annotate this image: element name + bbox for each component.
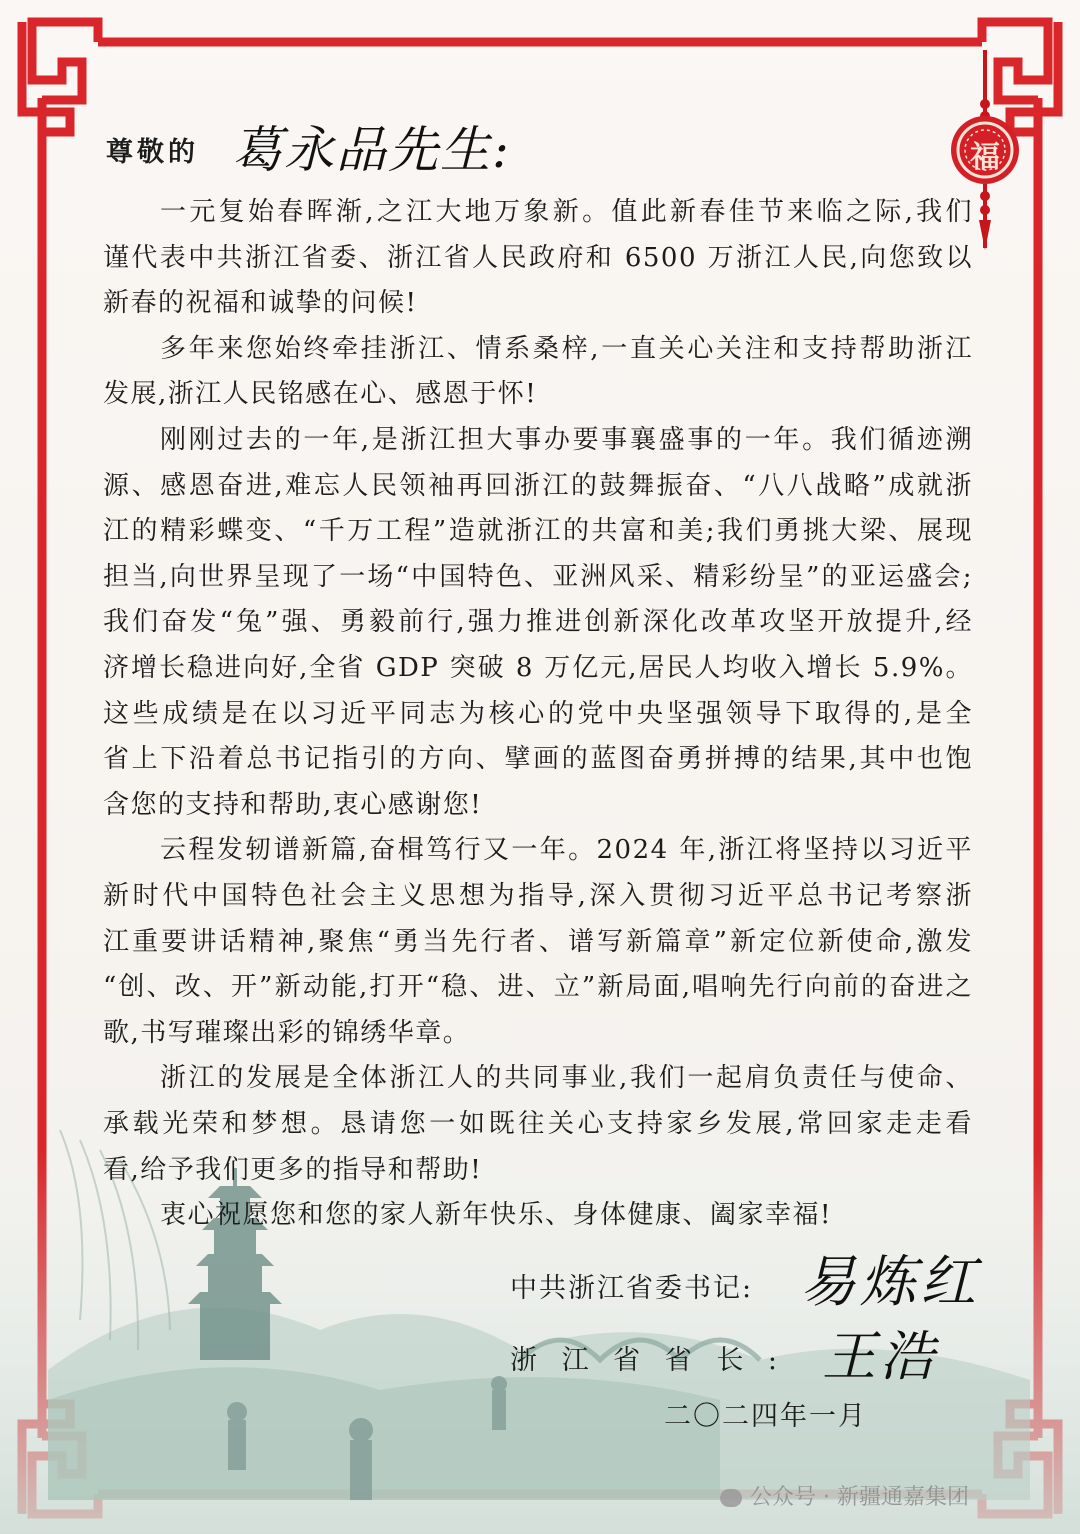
- body-line: 衷心祝愿您和您的家人新年快乐、身体健康、阖家幸福!: [160, 1200, 832, 1231]
- body-line: 江的精彩蝶变、“千万工程”造就浙江的共富和美;我们勇挑大梁、展现: [103, 516, 973, 547]
- watermark-text: 公众号 · 新疆通嘉集团: [750, 1485, 969, 1510]
- letter-date: 二〇二四年一月: [664, 1401, 867, 1432]
- body-line: 发展,浙江人民铭感在心、感恩于怀!: [103, 379, 538, 410]
- wechat-icon: [720, 1489, 742, 1507]
- body-line: 歌,书写璀璨出彩的锦绣华章。: [103, 1017, 471, 1048]
- body-line: 江重要讲话精神,聚焦“勇当先行者、谱写新篇章”新定位新使命,激发: [103, 926, 973, 957]
- salutation-prefix: 尊敬的: [106, 137, 199, 168]
- body-line: 新时代中国特色社会主义思想为指导,深入贯彻习近平总书记考察浙: [103, 881, 973, 911]
- body-line: 多年来您始终牵挂浙江、情系桑梓,一直关心关注和支持帮助浙江: [160, 333, 973, 364]
- recipient-name-handwritten: 葛永品先生:: [232, 121, 511, 179]
- watermark: [720, 1480, 969, 1511]
- body-line: 这些成绩是在以习近平同志为核心的党中央坚强领导下取得的,是全: [103, 698, 973, 729]
- body-line: 一元复始春晖渐,之江大地万象新。值此新春佳节来临之际,我们: [160, 197, 973, 227]
- body-line: 含您的支持和帮助,衷心感谢您!: [103, 789, 483, 820]
- body-line: 承载光荣和梦想。恳请您一如既往关心支持家乡发展,常回家走走看: [103, 1109, 973, 1139]
- body-line: 省上下沿着总书记指引的方向、擘画的蓝图奋勇拼搏的结果,其中也饱: [103, 744, 973, 775]
- body-line: 我们奋发“兔”强、勇毅前行,强力推进创新深化改革攻坚开放提升,经: [103, 607, 973, 638]
- body-line: 源、感恩奋进,难忘人民领袖再回浙江的鼓舞振奋、“八八战略”成就浙: [103, 470, 973, 501]
- body-line: 谨代表中共浙江省委、浙江省人民政府和 6500 万浙江人民,向您致以: [103, 242, 973, 273]
- fu-character: 福: [970, 140, 1000, 175]
- body-line: 看,给予我们更多的指导和帮助!: [103, 1154, 483, 1185]
- body-line: 担当,向世界呈现了一场“中国特色、亚洲风采、精彩纷呈”的亚运盛会;: [103, 561, 973, 592]
- body-line: “创、改、开”新动能,打开“稳、进、立”新局面,唱响先行向前的奋进之: [103, 972, 973, 1003]
- secretary-title: 中共浙江省委书记:: [510, 1273, 754, 1304]
- body-line: 刚刚过去的一年,是浙江担大事办要事襄盛事的一年。我们循迹溯: [160, 425, 973, 455]
- governor-title: 浙 江 省 省 长 :: [510, 1345, 786, 1376]
- body-line: 济增长稳进向好,全省 GDP 突破 8 万亿元,居民人均收入增长 5.9%。: [103, 653, 973, 683]
- body-line: 云程发轫谱新篇,奋楫笃行又一年。2024 年,浙江将坚持以习近平: [160, 835, 973, 866]
- governor-signature: 王浩: [822, 1325, 938, 1388]
- secretary-signature: 易炼红: [800, 1250, 980, 1315]
- body-line: 浙江的发展是全体浙江人的共同事业,我们一起肩负责任与使命、: [160, 1063, 973, 1094]
- body-line: 新春的祝福和诚挚的问候!: [103, 288, 418, 319]
